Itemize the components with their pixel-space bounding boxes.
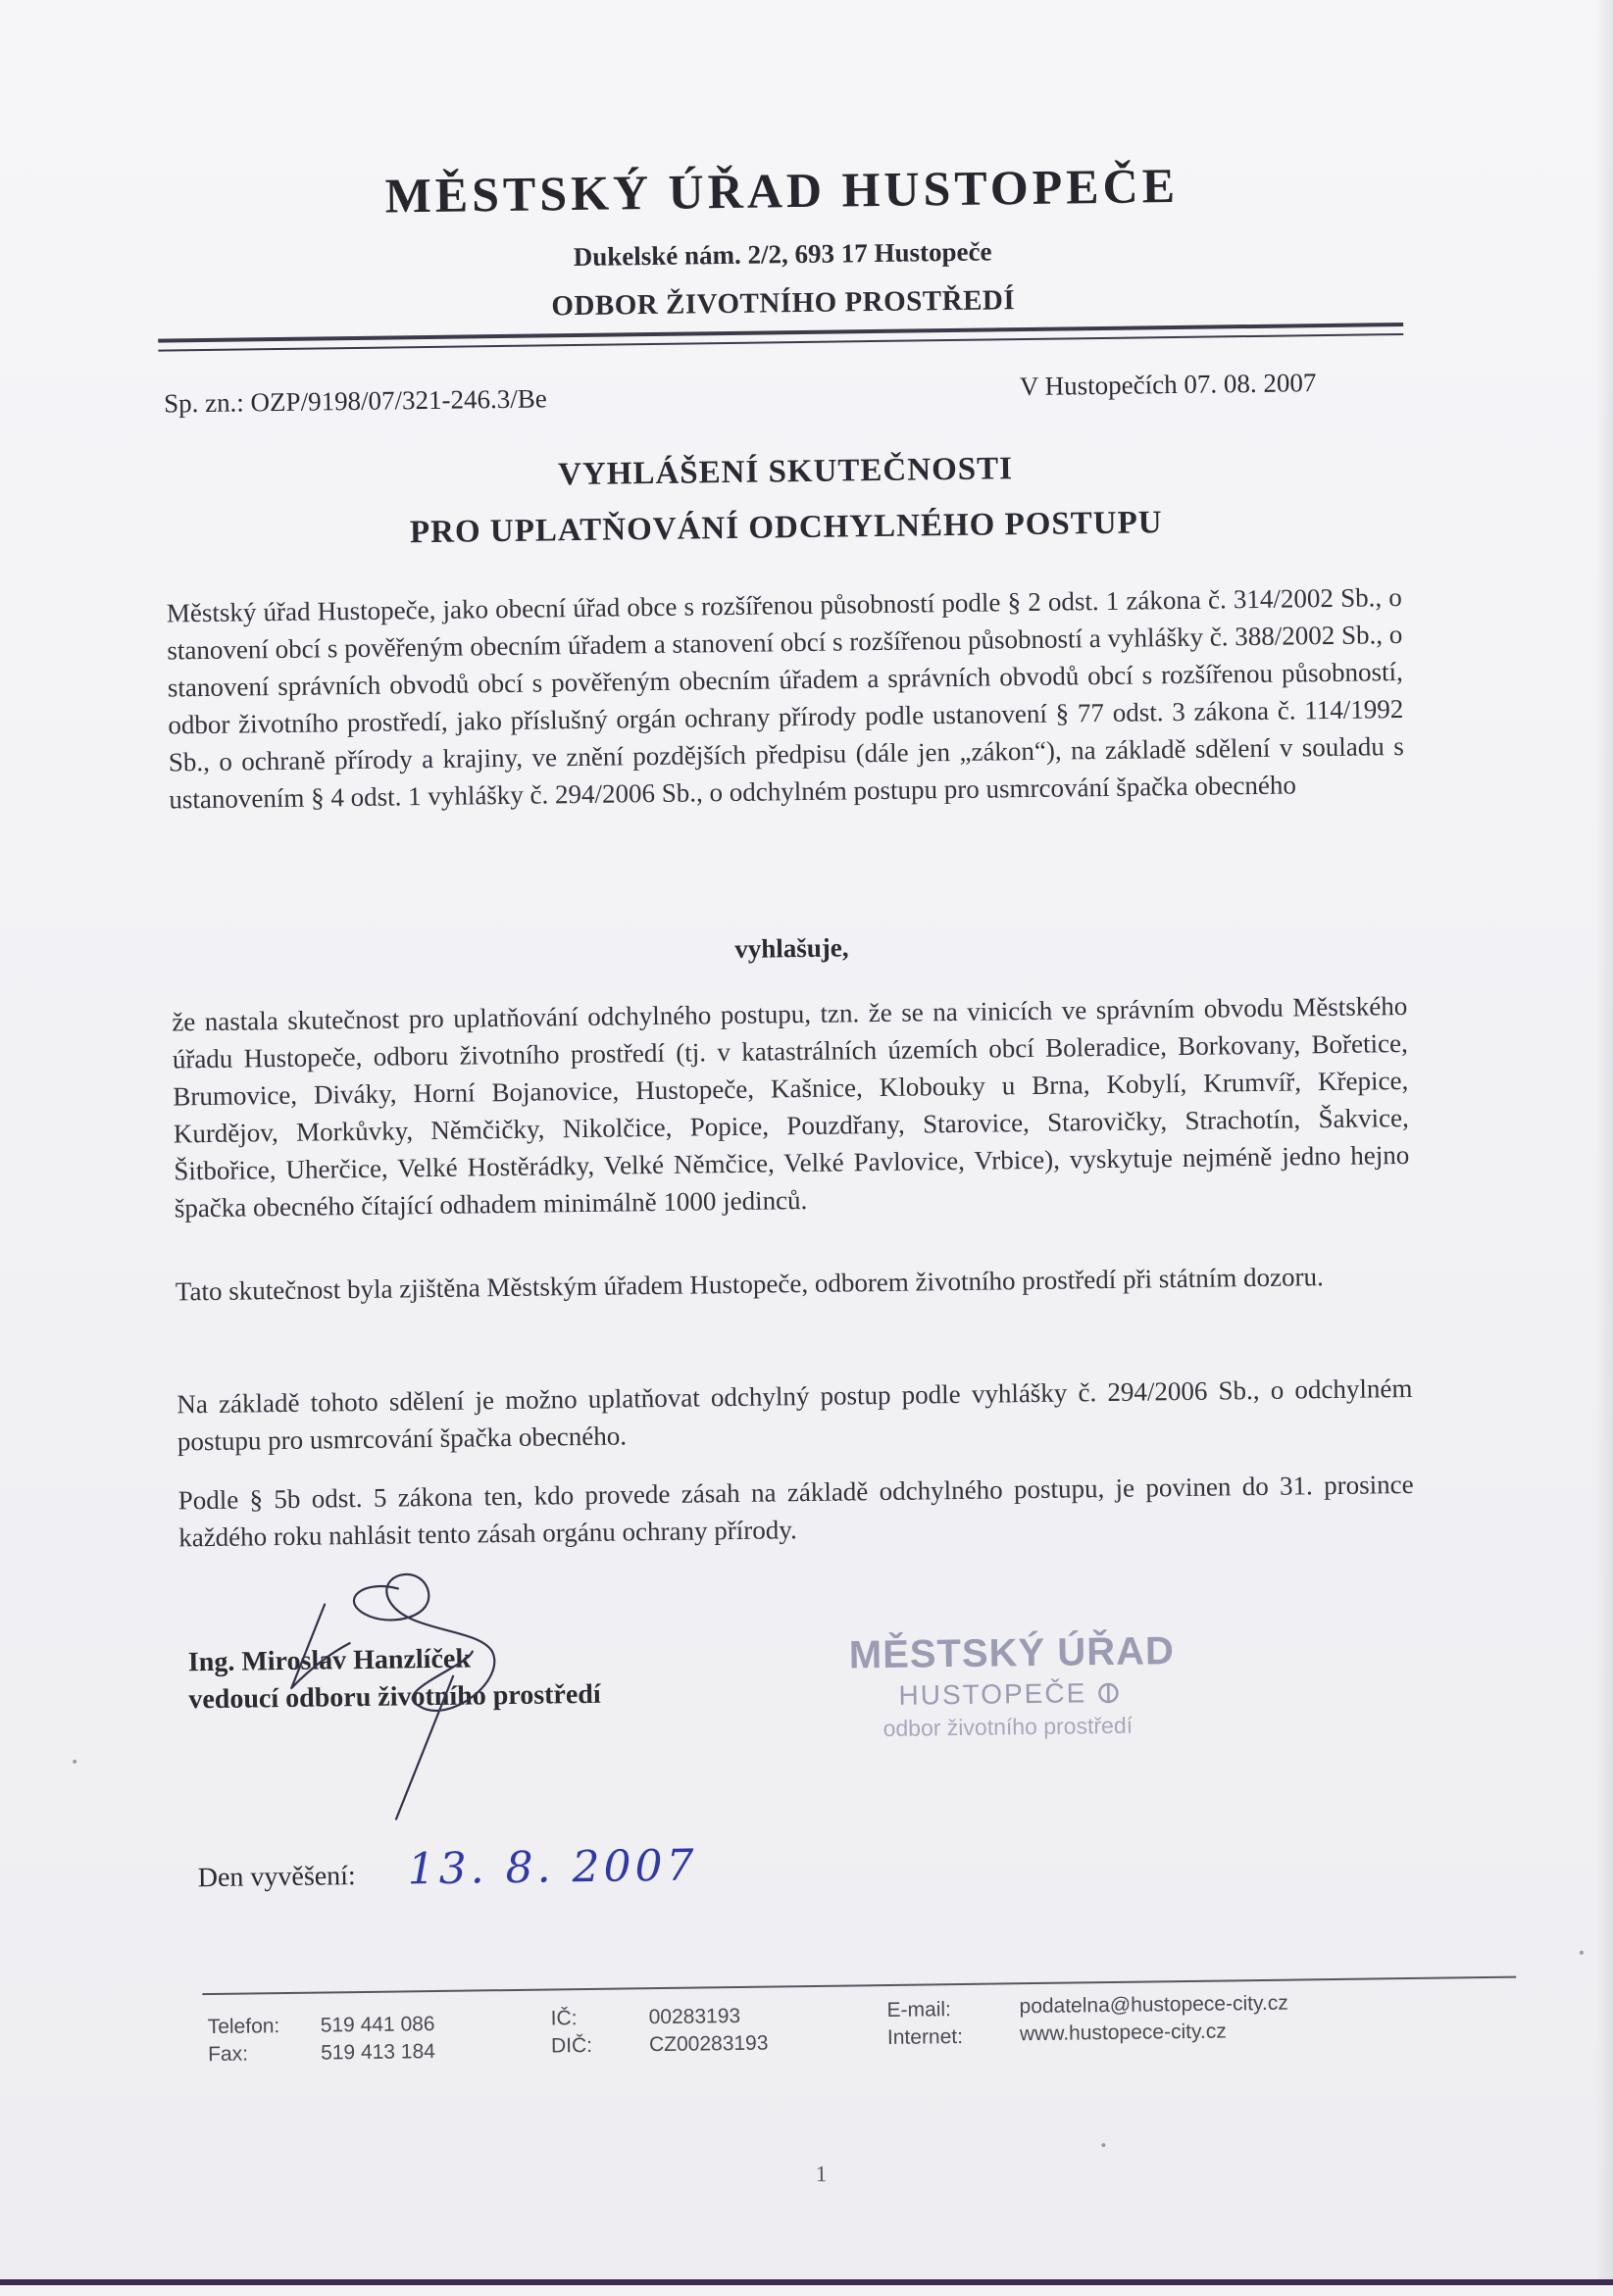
reference-number: Sp. zn.: OZP/9198/07/321-246.3/Be [164,383,547,419]
stamp-line-1: MĚSTSKÝ ÚŘAD [849,1627,1176,1676]
office-stamp [844,1622,1180,1764]
source-paragraph: Tato skutečnost byla zjištěna Městským úřadem Hustopeče, odborem životního prostředí při státním dozoru. [176,1257,1411,1310]
handwritten-signature [271,1557,569,1835]
basis-paragraph: Na základě tohoto sdělení je možno uplatňovat odchylný postup podle vyhlášky č. 294/2006 Sb., o odchylném postupu pro usmrcování špačka obecného. [176,1370,1413,1460]
duty-paragraph: Podle § 5b odst. 5 zákona ten, kdo provede zásah na základě odchylného postupu, je povinen do 31. prosince každého roku nahlásit tento zásah orgánu ochrany přírody. [177,1466,1414,1556]
footer-phone-label: Telefon: [208,2015,280,2039]
footer-dic-label: DIČ: [551,2034,592,2059]
footer-fax: 519 413 184 [321,2040,435,2066]
footer-web-label: Internet: [887,2025,963,2050]
scan-speck [1101,2143,1105,2147]
posting-date-value: 13. 8. 2007 [407,1841,698,1895]
page-number: 1 [816,2162,828,2187]
footer-phone: 519 441 086 [321,2013,435,2038]
handwritten-posting-date [401,1824,716,1907]
stamp-line-2: HUSTOPEČE [898,1677,1086,1711]
footer-ic: 00283193 [649,2005,741,2029]
office-department: ODBOR ŽIVOTNÍHO PROSTŘEDÍ [156,279,1411,328]
signatory-name: Ing. Miroslav Hanzlíček [188,1644,471,1679]
footer-rule [202,1976,1516,1996]
intro-paragraph: Městský úřad Hustopeče, jako obecní úřad obce s rozšířenou působností podle § 2 odst. 1 zákona č. 314/2002 Sb., o stanovení obcí s pověřeným obecním úřadem a stanovení obcí s rozšířenou působností a vyhlášky č. 388/2002 Sb., o stanovení správních obvodů obcí s pověřeným obecním úřadem a správních obvodů obcí s rozšířenou působností, odbor životního prostředí, jako příslušný orgán ochrany přírody podle ustanovení § 77 odst. 3 zákona č. 114/1992 Sb., o ochraně přírody a krajiny, ve znění pozdějších předpisu (dále jen „zákon“), na základě sdělení v souladu s ustanovením § 4 odst. 1 vyhlášky č. 294/2006 Sb., o odchylném postupu pro usmrcování špačka obecného [167,578,1405,818]
footer-fax-label: Fax: [208,2043,248,2068]
place-date: V Hustopečích 07. 08. 2007 [1020,368,1317,402]
footer-ic-label: IČ: [551,2007,578,2030]
finding-paragraph: že nastala skutečnost pro uplatňování odchylného postupu, tzn. že se na vinicích ve správním obvodu Městského úřadu Hustopeče, odboru životního prostředí (tj. v katastrálních územích obcí Boleradice, Borkovany, Bořetice, Brumovice, Diváky, Horní Bojanovice, Hustopeče, Kašnice, Klobouky u Brna, Kobylí, Krumvíř, Křepice, Kurdějov, Morkůvky, Němčičky, Nikolčice, Popice, Pouzdřany, Starovice, Starovičky, Strachotín, Šakvice, Šitbořice, Uherčice, Velké Hostěrádky, Velké Němčice, Velké Pavlovice, Vrbice), vyskytuje nejméně jedno hejno špačka obecného čítající odhadem minimálně 1000 jedinců. [172,987,1410,1226]
document-title-line-1: VYHLÁŠENÍ SKUTEČNOSTI [158,446,1413,499]
office-address: Dukelské nám. 2/2, 693 17 Hustopeče [155,231,1410,278]
footer-email: podatelna@hustopece-city.cz [1019,1992,1288,2020]
stamp-line-3: odbor životního prostředí [882,1713,1133,1741]
document-title-line-2: PRO UPLATŇOVÁNÍ ODCHYLNÉHO POSTUPU [159,502,1414,555]
office-title: MĚSTSKÝ ÚŘAD HUSTOPEČE [154,154,1410,227]
footer-web: www.hustopece-city.cz [1020,2020,1227,2046]
page-bottom-edge [0,2279,1613,2285]
footer-email-label: E-mail: [886,1998,951,2022]
declares-word: vyhlašuje, [164,925,1419,973]
scan-speck [1580,1951,1584,1955]
footer-dic: CZ00283193 [649,2032,769,2058]
posting-date-label: Den vyvěšení: [198,1861,356,1894]
signatory-role: vedoucí odboru životního prostředí [188,1679,601,1716]
scan-speck [73,1760,76,1764]
